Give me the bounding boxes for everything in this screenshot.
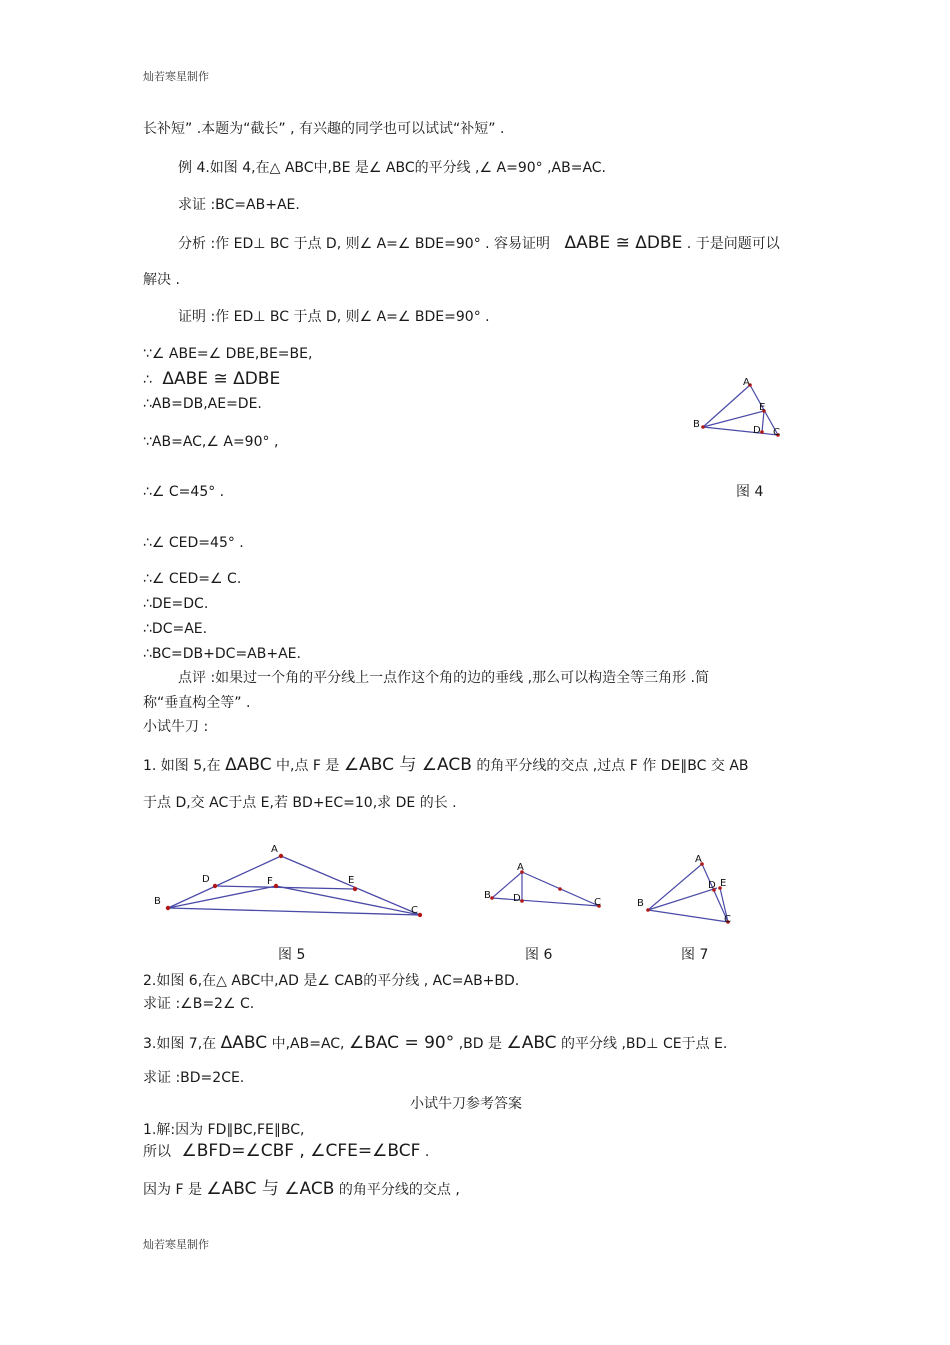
figure-6-caption: 图 6 — [525, 947, 553, 963]
text-run: 1. 如图 5,在 — [143, 758, 221, 774]
vertex-label-d: D — [708, 880, 716, 891]
figure-6 — [480, 856, 610, 916]
text-line — [178, 234, 780, 253]
vertex-label-a: A — [695, 854, 702, 865]
text-run: 因为 F 是 — [143, 1182, 202, 1198]
math-expr: ΔABC — [225, 755, 272, 775]
figure-7 — [632, 850, 742, 930]
text-line: 求证 :BD=2CE. — [143, 1070, 245, 1086]
page-footer: 灿若寒星制作 — [143, 1238, 209, 1251]
congruence-expr: ΔABE ≅ ΔDBE — [162, 369, 281, 389]
text-run: 3.如图 7,在 — [143, 1036, 217, 1052]
text-line: 证明 :作 ED⊥ BC 于点 D, 则∠ A=∠ BDE=90° . — [178, 309, 490, 325]
text-line: ∴AB=DB,AE=DE. — [143, 396, 262, 412]
text-run: 的角平分线的交点 , — [338, 1182, 460, 1198]
text-line — [143, 370, 280, 389]
figure-5-caption: 图 5 — [278, 947, 306, 963]
text-line: 小试牛刀 : — [143, 719, 209, 735]
section-title: 小试牛刀参考答案 — [410, 1096, 522, 1112]
text-line: 解决 . — [143, 272, 180, 288]
text-line: ∴DC=AE. — [143, 621, 208, 637]
vertex-label-a: A — [271, 844, 278, 855]
vertex-label-b: B — [154, 896, 161, 907]
text-line: 于点 D,交 AC于点 E,若 BD+EC=10,求 DE 的长 . — [143, 795, 457, 811]
figure-5 — [150, 838, 435, 923]
text-run: 所以 — [143, 1144, 171, 1160]
text-line: 1.解:因为 FD∥BC,FE∥BC, — [143, 1122, 305, 1138]
text-line: ∴∠ CED=∠ C. — [143, 571, 242, 587]
text-run: . — [424, 1144, 430, 1160]
figure-4-caption: 图 4 — [736, 484, 764, 500]
text-line: ∴BC=DB+DC=AB+AE. — [143, 646, 301, 662]
text-line: ∵AB=AC,∠ A=90° , — [143, 434, 279, 450]
text-line: 长补短” .本题为“截长” , 有兴趣的同学也可以试试“补短” . — [143, 121, 505, 137]
text-run: 分析 :作 ED⊥ BC 于点 D, 则∠ A=∠ BDE=90° . 容易证明 — [178, 236, 551, 252]
vertex-label-a: A — [743, 377, 750, 388]
vertex-label-d: D — [753, 425, 761, 436]
vertex-label-b: B — [693, 419, 700, 430]
math-expr: ∠BFD=∠CBF , ∠CFE=∠BCF — [181, 1141, 421, 1161]
text-run: ∴ — [143, 372, 152, 388]
text-line: ∴DE=DC. — [143, 596, 209, 612]
vertex-label-c: C — [773, 427, 780, 438]
congruence-expr: ΔABE ≅ ΔDBE — [564, 233, 683, 253]
text-run: ,BD 是 — [458, 1036, 502, 1052]
vertex-label-c: C — [411, 905, 418, 916]
text-line: 点评 :如果过一个角的平分线上一点作这个角的边的垂线 ,那么可以构造全等三角形 .简 — [178, 670, 709, 686]
vertex-label-f: F — [267, 876, 273, 887]
vertex-label-a: A — [517, 862, 524, 873]
vertex-label-c: C — [594, 897, 601, 908]
text-line: 求证 :BC=AB+AE. — [178, 197, 300, 213]
math-expr: ∠ABC — [506, 1033, 557, 1053]
text-line: 例 4.如图 4,在△ ABC中,BE 是∠ ABC的平分线 ,∠ A=90° ,AB=AC. — [178, 160, 606, 176]
figure-4 — [688, 375, 788, 445]
vertex-label-d: D — [202, 874, 210, 885]
text-line — [143, 1142, 429, 1161]
text-line: ∴∠ C=45° . — [143, 484, 225, 500]
text-line — [143, 1180, 460, 1199]
text-run: . 于是问题可以 — [686, 236, 780, 252]
vertex-label-e: E — [348, 875, 355, 886]
text-line: ∵∠ ABE=∠ DBE,BE=BE, — [143, 346, 313, 362]
vertex-label-d: D — [513, 893, 521, 904]
text-run: 的平分线 ,BD⊥ CE于点 E. — [561, 1036, 728, 1052]
vertex-label-b: B — [484, 890, 491, 901]
vertex-label-b: B — [637, 898, 644, 909]
text-run: 的角平分线的交点 ,过点 F 作 DE∥BC 交 AB — [476, 758, 749, 774]
text-line: 2.如图 6,在△ ABC中,AD 是∠ CAB的平分线 , AC=AB+BD. — [143, 973, 520, 989]
math-expr: ∠BAC = 90° — [348, 1033, 455, 1053]
vertex-label-e: E — [759, 402, 766, 413]
text-line — [143, 1034, 727, 1053]
figure-7-caption: 图 7 — [681, 947, 709, 963]
text-line — [143, 756, 749, 775]
math-expr: ∠ABC 与 ∠ACB — [206, 1179, 335, 1199]
vertex-label-c: C — [724, 914, 731, 925]
page-header: 灿若寒星制作 — [143, 70, 209, 83]
text-run: 中,点 F 是 — [276, 758, 340, 774]
text-run: 中,AB=AC, — [271, 1036, 345, 1052]
math-expr: ΔABC — [220, 1033, 268, 1053]
vertex-label-e: E — [720, 878, 727, 889]
text-line: ∴∠ CED=45° . — [143, 535, 244, 551]
text-line: 求证 :∠B=2∠ C. — [143, 996, 255, 1012]
text-line: 称“垂直构全等” . — [143, 695, 251, 711]
math-expr: ∠ABC 与 ∠ACB — [343, 755, 472, 775]
